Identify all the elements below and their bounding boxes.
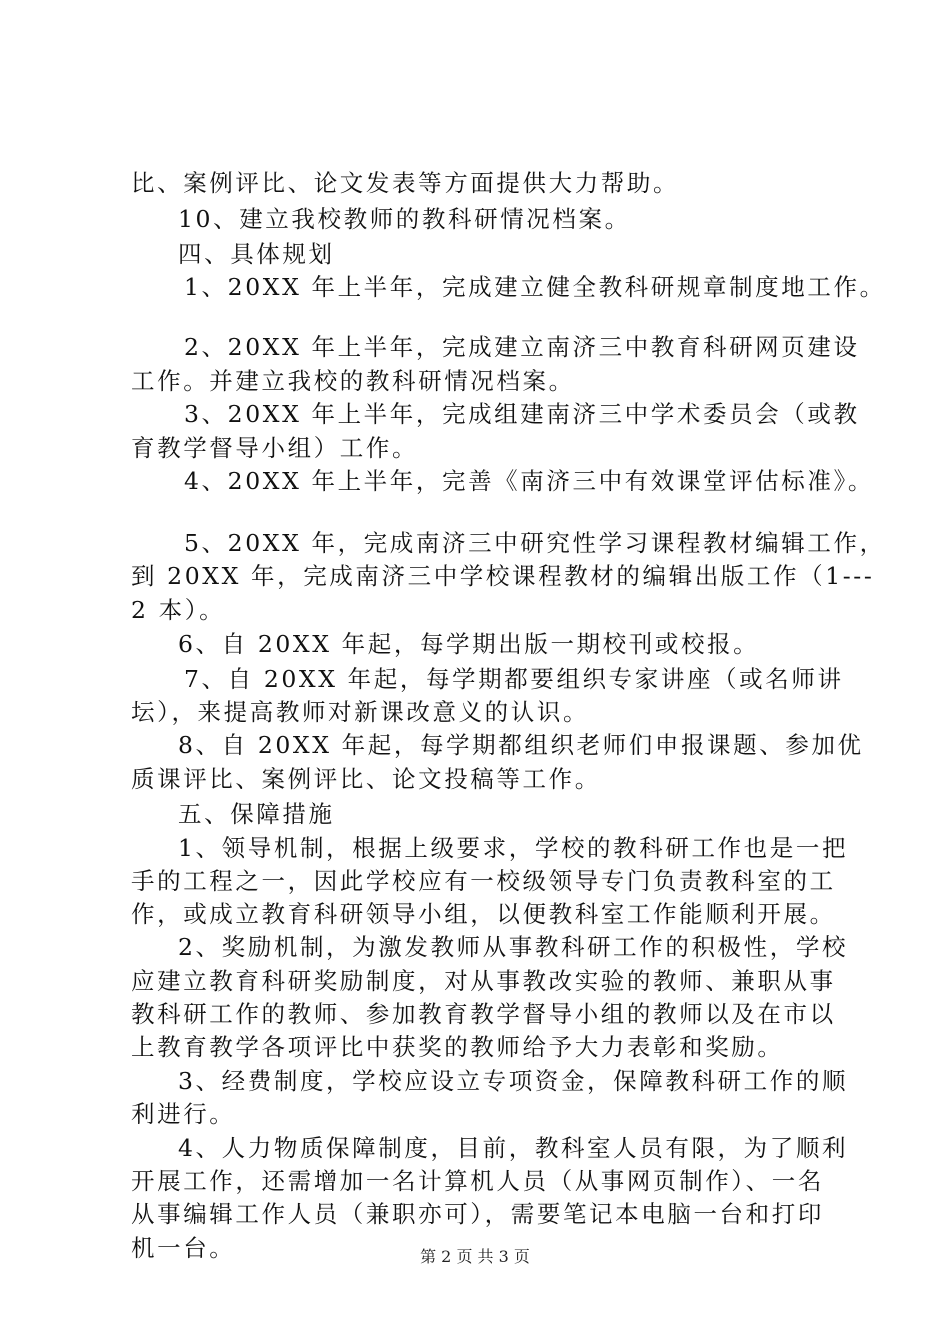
- section-heading: 四、具体规划: [178, 240, 335, 268]
- text-line: 7、自 20XX 年起，每学期都要组织专家讲座（或名师讲: [184, 665, 844, 693]
- text-line: 2、20XX 年上半年，完成建立南济三中教育科研网页建设: [184, 333, 860, 361]
- text-line: 手的工程之一，因此学校应有一校级领导专门负责教科室的工: [131, 867, 836, 895]
- text-line: 从事编辑工作人员（兼职亦可），需要笔记本电脑一台和打印: [131, 1200, 824, 1228]
- text-line: 10、建立我校教师的教科研情况档案。: [178, 205, 631, 233]
- text-line: 机一台。: [131, 1234, 236, 1262]
- text-line: 4、人力物质保障制度，目前，教科室人员有限，为了顺利: [178, 1134, 849, 1162]
- text-line: 到 20XX 年，完成南济三中学校课程教材的编辑出版工作（1---: [131, 562, 875, 590]
- section-heading: 五、保障措施: [178, 800, 335, 828]
- text-line: 开展工作，还需增加一名计算机人员（从事网页制作）、一名: [131, 1167, 824, 1195]
- page-footer: 第 2 页 共 3 页: [420, 1247, 530, 1266]
- text-line: 3、经费制度，学校应设立专项资金，保障教科研工作的顺: [178, 1067, 849, 1095]
- text-line: 教科研工作的教师、参加教育教学督导小组的教师以及在市以: [131, 1000, 836, 1028]
- text-line: 1、20XX 年上半年，完成建立健全教科研规章制度地工作。: [184, 273, 886, 301]
- text-line: 3、20XX 年上半年，完成组建南济三中学术委员会（或教: [184, 400, 860, 428]
- text-line: 2 本）。: [131, 596, 226, 624]
- text-line: 坛），来提高教师对新课改意义的认识。: [131, 698, 590, 726]
- text-line: 1、领导机制，根据上级要求，学校的教科研工作也是一把: [178, 834, 849, 862]
- text-line: 5、20XX 年，完成南济三中研究性学习课程教材编辑工作，: [184, 529, 886, 557]
- text-line: 4、20XX 年上半年，完善《南济三中有效课堂评估标准》。: [184, 467, 874, 495]
- text-line: 6、自 20XX 年起，每学期出版一期校刊或校报。: [178, 630, 760, 658]
- text-line: 作，或成立教育科研领导小组，以便教科室工作能顺利开展。: [131, 900, 836, 928]
- text-line: 育教学督导小组）工作。: [131, 434, 419, 462]
- text-line: 2、奖励机制，为激发教师从事教科研工作的积极性，学校: [178, 933, 849, 961]
- text-line: 应建立教育科研奖励制度，对从事教改实验的教师、兼职从事: [131, 967, 836, 995]
- text-line: 质课评比、案例评比、论文投稿等工作。: [131, 765, 601, 793]
- text-line: 比、案例评比、论文发表等方面提供大力帮助。: [131, 169, 680, 197]
- text-line: 8、自 20XX 年起，每学期都组织老师们申报课题、参加优: [178, 731, 864, 759]
- text-line: 利进行。: [131, 1100, 236, 1128]
- text-line: 工作。并建立我校的教科研情况档案。: [131, 367, 575, 395]
- text-line: 上教育教学各项评比中获奖的教师给予大力表彰和奖励。: [131, 1033, 784, 1061]
